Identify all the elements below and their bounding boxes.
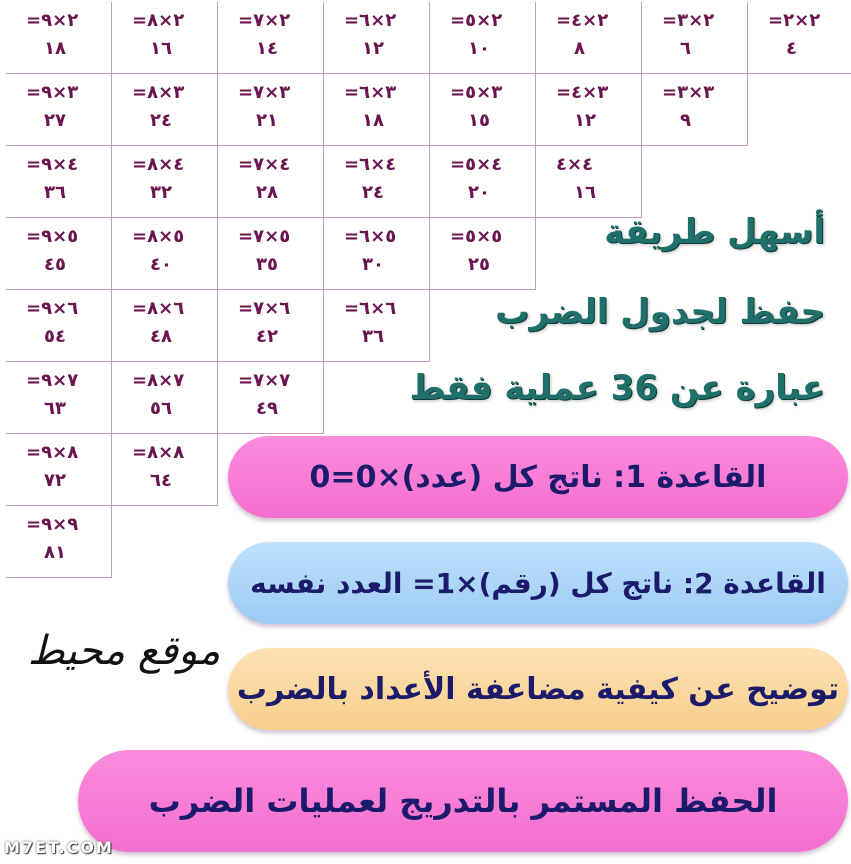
- cell-equation: ٧×٩=: [26, 370, 79, 391]
- cell-equation: ٢×٦=: [344, 10, 397, 31]
- cell-equation: ٢×٥=: [450, 10, 503, 31]
- rule-3-text: توضيح عن كيفية مضاعفة الأعداد بالضرب: [236, 671, 840, 707]
- cell-result: ٥٤: [44, 326, 66, 347]
- cell-result: ١٤: [256, 38, 278, 59]
- table-cell: [536, 2, 642, 74]
- table-cell: [642, 2, 748, 74]
- table-cell: [218, 146, 324, 218]
- table-cell: [112, 2, 218, 74]
- table-cell: [324, 74, 430, 146]
- table-cell: [6, 434, 112, 506]
- cell-result: ٣٢: [150, 182, 172, 203]
- cell-result: ١٠: [468, 38, 490, 59]
- cell-result: ٢٨: [256, 182, 278, 203]
- site-logo-text: موقع محيط: [27, 628, 221, 674]
- table-cell: [218, 218, 324, 290]
- cell-result: ٩: [680, 110, 691, 131]
- cell-result: ٤٩: [256, 398, 278, 419]
- rule-1-text: القاعدة 1: ناتج كل (عدد)×0=0: [309, 459, 767, 495]
- headline-line-3: عبارة عن 36 عملية فقط: [409, 368, 825, 408]
- cell-equation: ٥×٩=: [26, 226, 79, 247]
- cell-result: ٣٦: [362, 326, 384, 347]
- table-cell: [218, 362, 324, 434]
- table-cell: [642, 74, 748, 146]
- table-cell: [112, 218, 218, 290]
- table-cell: [112, 362, 218, 434]
- rule-4-pill: [78, 750, 848, 852]
- cell-result: ٢١: [256, 110, 278, 131]
- cell-equation: ٤×٩=: [26, 154, 79, 175]
- cell-result: ٣٦: [44, 182, 66, 203]
- cell-result: ٢٧: [44, 110, 66, 131]
- table-cell: [112, 146, 218, 218]
- cell-result: ٣٥: [256, 254, 278, 275]
- table-cell: [324, 146, 430, 218]
- rule-2-pill: [228, 542, 848, 624]
- cell-equation: ٢×٧=: [238, 10, 291, 31]
- table-cell: [324, 218, 430, 290]
- table-cell: [430, 218, 536, 290]
- cell-equation: ٩×٩=: [26, 514, 79, 535]
- table-cell: [112, 434, 218, 506]
- cell-equation: ٣×٦=: [344, 82, 397, 103]
- cell-equation: ٣×٧=: [238, 82, 291, 103]
- table-cell: [748, 2, 851, 74]
- cell-result: ١٦: [150, 38, 172, 59]
- cell-equation: ٧×٧=: [238, 370, 291, 391]
- table-cell: [6, 2, 112, 74]
- table-cell: [324, 2, 430, 74]
- cell-equation: ٥×٧=: [238, 226, 291, 247]
- table-cell: [6, 362, 112, 434]
- table-cell: [430, 2, 536, 74]
- cell-result: ١٢: [574, 110, 596, 131]
- cell-result: ٢٠: [468, 182, 490, 203]
- cell-equation: ٤×٧=: [238, 154, 291, 175]
- cell-equation: ٦×٩=: [26, 298, 79, 319]
- cell-equation: ٤×٥=: [450, 154, 503, 175]
- cell-result: ٨١: [44, 542, 66, 563]
- site-watermark: M7ET.COM: [4, 838, 114, 857]
- cell-equation: ٣×٤=: [556, 82, 609, 103]
- cell-equation: ٧×٨=: [132, 370, 185, 391]
- cell-equation: ٨×٨=: [132, 442, 185, 463]
- table-cell: [536, 146, 642, 218]
- cell-equation: ٣×٣=: [662, 82, 715, 103]
- cell-result: ٤٥: [44, 254, 66, 275]
- rule-4-text: الحفظ المستمر بالتدريج لعمليات الضرب: [148, 782, 778, 820]
- cell-result: ٤٠: [150, 254, 172, 275]
- table-cell: [218, 2, 324, 74]
- headline-line-1: أسهل طريقة: [604, 212, 825, 252]
- table-cell: [112, 74, 218, 146]
- table-cell: [6, 218, 112, 290]
- site-logo: [24, 628, 224, 718]
- cell-result: ٢٤: [150, 110, 172, 131]
- cell-equation: ٢×٣=: [662, 10, 715, 31]
- cell-equation: ٢×٩=: [26, 10, 79, 31]
- cell-equation: ٦×٦=: [344, 298, 397, 319]
- cell-equation: ٣×٩=: [26, 82, 79, 103]
- cell-result: ٣٠: [362, 254, 384, 275]
- cell-result: ٦٣: [44, 398, 66, 419]
- cell-equation: ٤×٨=: [132, 154, 185, 175]
- cell-equation: ٥×٦=: [344, 226, 397, 247]
- table-cell: [6, 146, 112, 218]
- cell-equation: ٣×٥=: [450, 82, 503, 103]
- table-cell: [6, 506, 112, 578]
- cell-equation: ٣×٨=: [132, 82, 185, 103]
- table-cell: [112, 290, 218, 362]
- table-cell: [6, 290, 112, 362]
- cell-equation: ٤×٤: [556, 154, 594, 175]
- cell-equation: ٢×٢=: [768, 10, 821, 31]
- cell-equation: ٥×٥=: [450, 226, 503, 247]
- table-cell: [430, 146, 536, 218]
- cell-result: ٢٤: [362, 182, 384, 203]
- rule-3-pill: [228, 648, 848, 730]
- cell-result: ١٨: [362, 110, 384, 131]
- table-cell: [536, 74, 642, 146]
- table-cell: [324, 290, 430, 362]
- cell-equation: ٨×٩=: [26, 442, 79, 463]
- cell-result: ٢٥: [468, 254, 490, 275]
- cell-result: ١٨: [44, 38, 66, 59]
- cell-equation: ٦×٧=: [238, 298, 291, 319]
- cell-result: ٧٢: [44, 470, 66, 491]
- cell-result: ٤٢: [256, 326, 278, 347]
- cell-equation: ٦×٨=: [132, 298, 185, 319]
- cell-result: ٦: [680, 38, 691, 59]
- rule-1-pill: [228, 436, 848, 518]
- table-cell: [218, 74, 324, 146]
- cell-equation: ٤×٦=: [344, 154, 397, 175]
- cell-equation: ٥×٨=: [132, 226, 185, 247]
- headline-line-2: حفظ لجدول الضرب: [495, 292, 825, 332]
- cell-result: ١٢: [362, 38, 384, 59]
- cell-result: ٦٤: [150, 470, 172, 491]
- table-cell: [430, 74, 536, 146]
- cell-equation: ٢×٨=: [132, 10, 185, 31]
- cell-result: ٤: [786, 38, 797, 59]
- cell-result: ١٦: [574, 182, 596, 203]
- cell-result: ٨: [574, 38, 585, 59]
- rule-2-text: القاعدة 2: ناتج كل (رقم)×1= العدد نفسه: [250, 566, 826, 600]
- table-cell: [6, 74, 112, 146]
- cell-equation: ٢×٤=: [556, 10, 609, 31]
- cell-result: ١٥: [468, 110, 490, 131]
- cell-result: ٥٦: [150, 398, 172, 419]
- table-cell: [218, 290, 324, 362]
- cell-result: ٤٨: [150, 326, 172, 347]
